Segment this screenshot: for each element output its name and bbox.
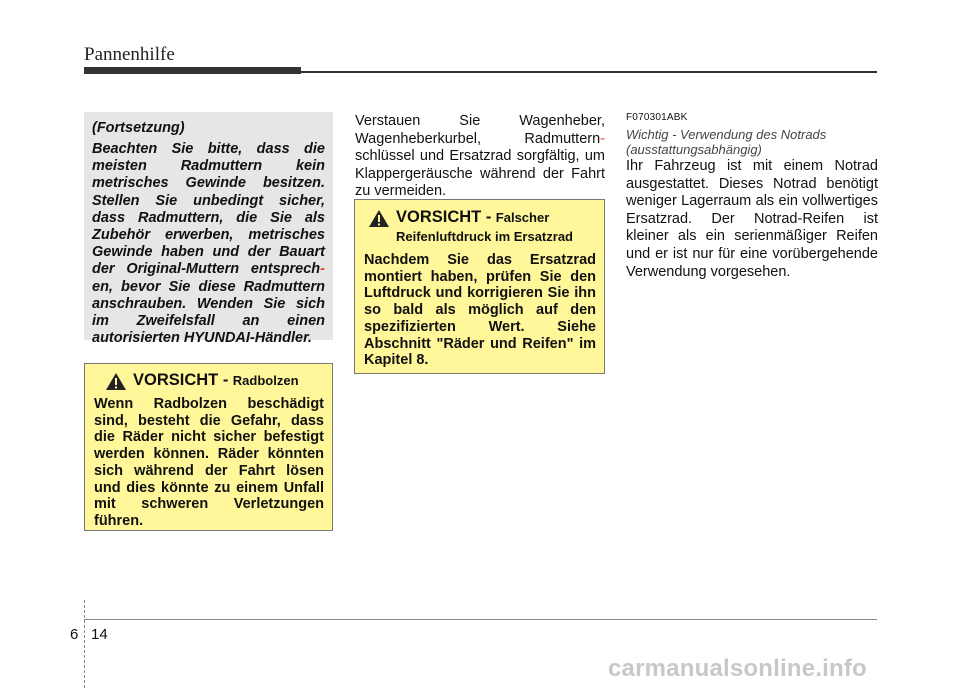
continuation-body-part1: Beachten Sie bitte, dass die meisten Radmuttern kein metrisches Gewinde besitzen. Stellen Sie unbedingt sicher, dass Radmuttern, die Sie als Zubehör erwerben, metrisches Gewinde haben und der Bauart der Original-Muttern entsprech [92, 141, 325, 278]
warning-label: VORSICHT - [396, 208, 492, 226]
warning-title [364, 208, 596, 246]
continuation-heading: (Fortsetzung) [92, 120, 185, 136]
warning-topic-line2: Reifenluftdruck im Ersatzrad [396, 229, 573, 244]
continuation-note-box [84, 112, 333, 347]
watermark: carmanualsonline.info [608, 655, 867, 682]
section-heading-line1: Wichtig - Verwendung des Notrads [626, 127, 827, 142]
warning-title [94, 370, 324, 391]
header-rule-thin [301, 71, 877, 73]
warning-box-wheel-bolts [84, 363, 333, 531]
hyphen-mark: - [600, 130, 605, 147]
section-heading-line2: (ausstattungsabhängig) [626, 142, 762, 157]
section-body: Ihr Fahrzeug ist mit einem Notrad ausgestattet. Dieses Notrad benötigt weniger Lagerraum als ein vollwertiges Ersatzrad. Der Notrad-Reifen ist kleiner als ein serienmäßiger Reifen und er ist nur für eine vorübergehende Verwendung vorgesehen. [626, 158, 878, 280]
page-header-title: Pannenhilfe [84, 44, 175, 65]
warning-body: Wenn Radbolzen beschädigt sind, besteht die Gefahr, dass die Räder nicht sicher befestigt werden können. Räder könnten sich während der Fahrt lösen und dies könnte zu einem Unfall mit schweren Verletzungen führen. [94, 396, 324, 529]
hyphen-mark: - [320, 261, 325, 278]
section-code: F070301ABK [626, 112, 688, 123]
continuation-body [92, 141, 325, 347]
warning-triangle-icon [105, 372, 127, 391]
section-heading [626, 127, 878, 157]
storage-part1: Verstauen Sie Wagenheber, Wagenheberkurbel, Radmuttern [355, 113, 605, 147]
footer-rule [84, 619, 877, 620]
warning-body: Nachdem Sie das Ersatzrad montiert haben, prüfen Sie den Luftdruck und korrigieren Sie ihn so bald als möglich auf den spezifizierten Wert. Siehe Abschnitt "Räder und Reifen" im Kapitel 8. [364, 252, 596, 369]
chapter-number: 6 [70, 626, 79, 643]
warning-label: VORSICHT - [133, 371, 229, 389]
storage-part2: schlüssel und Ersatzrad sorgfältig, um Klappergeräusche während der Fahrt zu vermeiden. [355, 148, 605, 199]
warning-topic-line1: Falscher [495, 210, 550, 225]
warning-box-spare-pressure [354, 199, 605, 374]
footer-vertical-rule [84, 600, 86, 688]
storage-paragraph [355, 113, 605, 201]
warning-topic: Radbolzen [232, 373, 299, 388]
page-number: 14 [91, 626, 108, 643]
continuation-body-part2: en, bevor Sie diese Radmuttern anschrauben. Wenden Sie sich im Zweifelsfall an einen autorisierten HYUNDAI-Händler. [92, 278, 325, 347]
warning-triangle-icon [368, 209, 390, 228]
header-rule-thick [84, 67, 301, 74]
